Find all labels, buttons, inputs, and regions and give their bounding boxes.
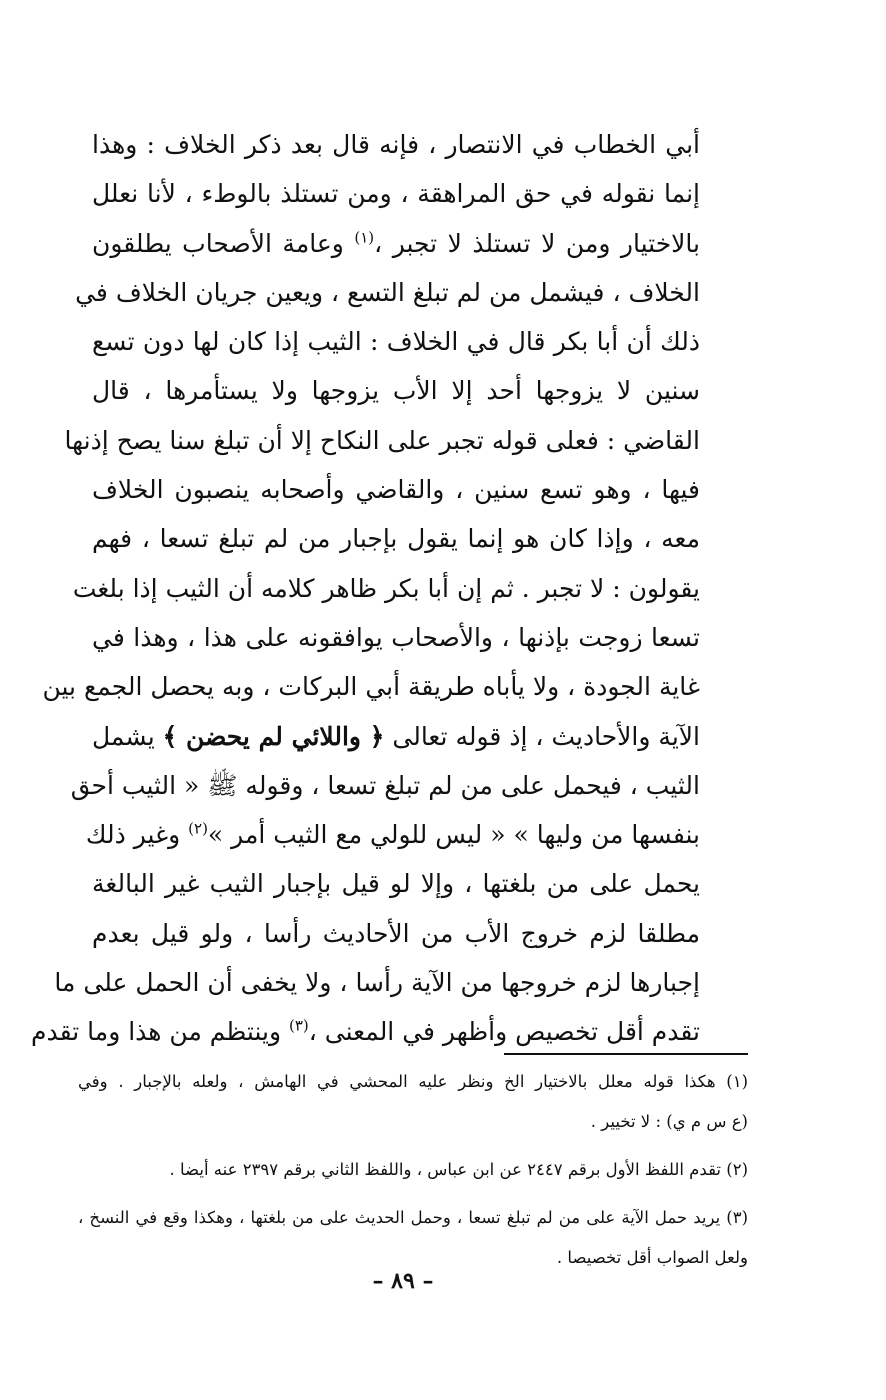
text-line — [85, 810, 700, 859]
text-line: أبي الخطاب في الانتصار ، فإنه قال بعد ذكر الخلاف : وهذا — [92, 130, 700, 159]
footnote-3: (٣) يريد حمل الآية على من لم تبلغ تسعا ، وحمل الحديث على من بلغتها ، وهكذا وقع في النسخ ، — [78, 1208, 748, 1227]
text-line: يحمل على من بلغتها ، وإلا لو قيل بإجبار الثيب غير البالغة — [92, 869, 700, 899]
main-text — [31, 120, 700, 1057]
text-line: الثيب ، فيحمل على من لم تبلغ تسعا ، وقوله ﷺ « الثيب أحق — [70, 770, 700, 800]
text-line: إجبارها لزم خروجها من الآية رأسا ، ولا يخفى أن الحمل على ما — [54, 968, 700, 998]
text-segment: الآية والأحاديث ، إذ قوله تعالى — [392, 721, 700, 751]
text-line — [31, 1007, 700, 1056]
text-segment: بنفسها من وليها » « ليس للولي مع الثيب أمر » — [207, 820, 700, 850]
footnotes — [78, 1062, 748, 1278]
text-line: فيها ، وهو تسع سنين ، والقاضي وأصحابه ينصبون الخلاف — [92, 475, 700, 505]
footnote-ref: (١) — [354, 228, 375, 247]
text-line: ذلك أن أبا بكر قال في الخلاف : الثيب إذا كان لها دون تسع — [92, 327, 700, 357]
footnote-ref: (٢) — [188, 819, 208, 838]
footnote-1-cont: (ع س م ي) : لا تخيير . — [590, 1112, 748, 1131]
text-segment: وينتظم من هذا وما تقدم — [31, 1017, 282, 1047]
text-segment: وغير ذلك — [85, 820, 181, 850]
footnote-1: (١) هكذا قوله معلل بالاختيار الخ ونظر عليه المحشي في الهامش ، ولعله بالإجبار . وفي — [78, 1072, 748, 1091]
quran-quote: ﴿ واللائي لم يحضن ﴾ — [162, 721, 385, 751]
text-line: تسعا زوجت بإذنها ، والأصحاب يوافقونه على هذا ، وهذا في — [92, 622, 700, 652]
text-segment: بالاختيار ومن لا تستلذ لا تجبر ، — [374, 228, 700, 258]
text-line — [92, 219, 700, 268]
footnote-2: (٢) تقدم اللفظ الأول برقم ٢٤٤٧ عن ابن عباس ، واللفظ الثاني برقم ٢٣٩٧ عنه أيضا . — [169, 1160, 748, 1179]
text-line: غاية الجودة ، ولا يأباه طريقة أبي البركات ، وبه يحصل الجمع بين — [42, 672, 700, 702]
footnote-ref: (٣) — [289, 1017, 309, 1036]
text-line: القاضي : فعلى قوله تجبر على النكاح إلا أن تبلغ سنا يصح إذنها — [64, 425, 700, 455]
footnote-3-cont: ولعل الصواب أقل تخصيصا . — [556, 1248, 748, 1267]
text-line: سنين لا يزوجها أحد إلا الأب يزوجها ولا يستأمرها ، قال — [92, 376, 700, 406]
text-segment: وعامة الأصحاب يطلقون — [92, 228, 344, 258]
text-line — [92, 712, 700, 761]
footnote-separator — [504, 1053, 748, 1055]
text-line: معه ، وإذا كان هو إنما يقول بإجبار من لم تبلغ تسعا ، فهم — [92, 524, 700, 554]
page-number: – ٨٩ – — [372, 1268, 434, 1294]
text-segment: يشمل — [92, 721, 155, 751]
text-line: يقولون : لا تجبر . ثم إن أبا بكر ظاهر كلامه أن الثيب إذا بلغت — [72, 573, 700, 603]
text-line: إنما نقوله في حق المراهقة ، ومن تستلذ بالوطء ، لأنا نعلل — [92, 179, 700, 209]
text-line: الخلاف ، فيشمل من لم تبلغ التسع ، ويعين جريان الخلاف في — [75, 277, 700, 307]
text-line: مطلقا لزم خروج الأب من الأحاديث رأسا ، ولو قيل بعدم — [92, 918, 700, 948]
text-segment: تقدم أقل تخصيص وأظهر في المعنى ، — [308, 1017, 700, 1047]
